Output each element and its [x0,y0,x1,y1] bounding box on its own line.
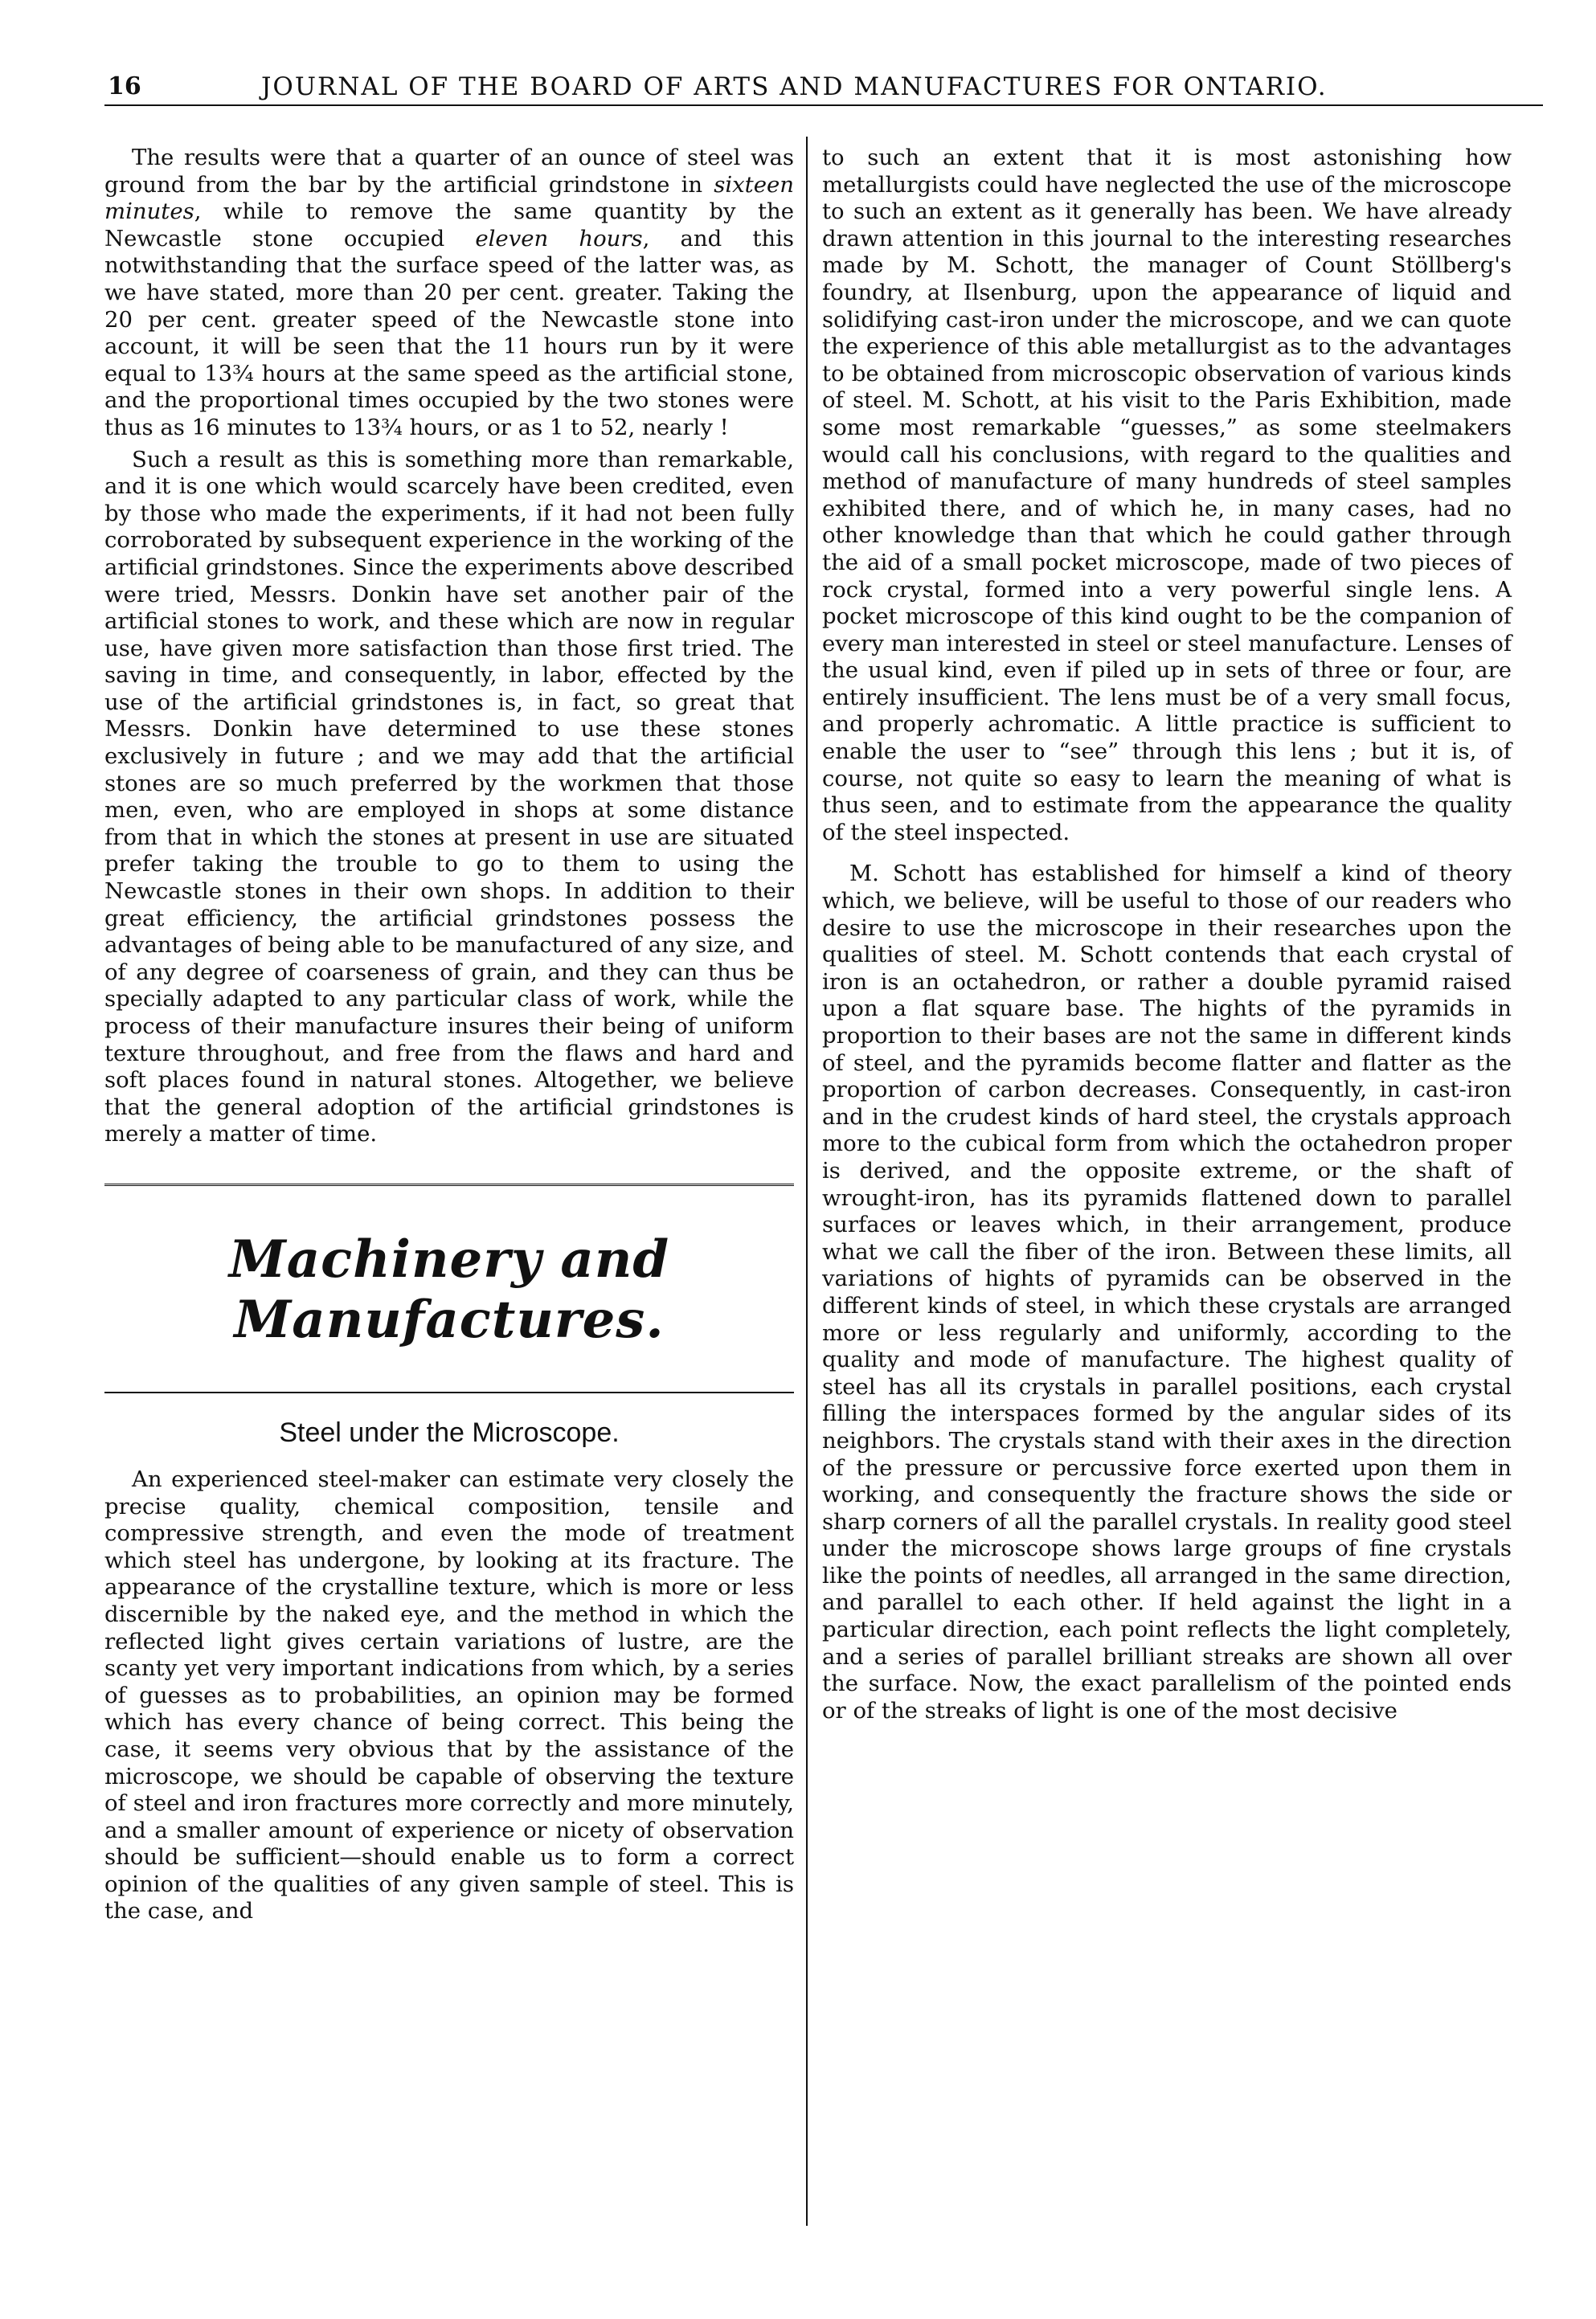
section-rule-top [104,1184,794,1186]
schott-theory-paragraph: M. Schott has established for himself a kind of theory which, we believe, will be useful to those of our readers who desire to use the microscope in their researches upon the qualities of steel. M. Schott contends that each crystal of iron is an octahedron, or rather a double pyramid raised upon a flat square base. The hights of the pyramids in proportion to their bases are not the same in different kinds of steel, and the pyramids become flatter and flatter as the proportion of carbon decreases. Consequently, in cast-iron and in the crudest kinds of hard steel, the crystals approach more to the cubical form from which the octahedron proper is derived, and the opposite extreme, or the shaft of wrought-iron, has its pyramids flattened down to parallel surfaces or leaves which, in their arrangement, produce what we call the fiber of the iron. Between these limits, all variations of hights of pyramids can be observed in the different kinds of steel, in which these crystals are arranged more or less regularly and uniformly, according to the quality and mode of manufacture. The highest quality of steel has all its crystals in parallel positions, each crystal filling the interspaces formed by the angular sides of its neighbors. The crystals stand with their axes in the direction of the pressure or percussive force exerted upon them in working, and consequently the fracture shows the side or sharp corners of all the parallel crystals. In reality good steel under the microscope shows large groups of fine crystals like the points of needles, all arranged in the same direction, and parallel to each other. If held against the light in a particular direction, each point reflects the light completely, and a series of parallel brilliant streaks are shown all over the surface. Now, the exact parallelism of the pointed ends or of the streaks of light is one of the most decisive [822,861,1512,1724]
running-head: JOURNAL OF THE BOARD OF ARTS AND MANUFACTURES FOR ONTARIO. [261,72,1328,101]
column-divider [806,137,808,2226]
text-run: , and this notwithstanding that the surface speed of the latter was, as we have stated, more than 20 per cent. greater. Taking the 20 per cent. greater speed of the Newcastle stone into account, it will be seen that the 11 hours run by it were equal to 13¾ hours at the same speed as the artificial stone, and the proportional times occupied by the two stones were thus as 16 minutes to 13¾ hours, or as 1 to 52, nearly ! [104,225,794,440]
left-column [104,145,794,1925]
section-block [104,1184,794,1925]
text-run: The results were that a quarter of an ounce of steel was ground from the bar by the artificial grindstone in [104,145,794,198]
text-run: , while to remove the same quantity by the Newcastle stone occupied [104,198,794,252]
emphasis-eleven-hours: eleven hours [475,225,643,252]
article-title: Steel under the Microscope. [279,1417,620,1448]
steel-microscope-intro-paragraph: An experienced steel-maker can estimate very closely the precise quality, chemical composition, tensile and compressive strength, and even the mode of treatment which steel has undergone, by looking at its fracture. The appearance of the crystalline texture, which is more or less discernible by the naked eye, and the method in which the reflected light gives certain variations of lustre, are the scanty yet very important indications from which, by a series of guesses as to probabilities, an opinion may be formed which has every chance of being correct. This being the case, it seems very obvious that by the assistance of the microscope, we should be capable of observing the texture of steel and iron fractures more correctly and more minutely, and a smaller amount of experience or nicety of observation should be sufficient—should enable us to form a correct opinion of the qualities of any given sample of steel. This is the case, and [104,1466,794,1924]
grindstone-results-paragraph [104,145,794,442]
header-rule [104,104,1543,106]
right-column [822,145,1512,1724]
section-title: Machinery and Manufactures. [228,1229,670,1350]
section-rule-bottom [104,1392,794,1393]
artificial-grindstones-paragraph: Such a result as this is something more than remarkable, and it is one which would scarcely have been credited, even by those who made the experiments, if it had not been fully corroborated by subsequent experience in the working of the artificial grindstones. Since the experiments above described were tried, Messrs. Donkin have set another pair of the artificial stones to work, and these which are now in regular use, have given more satisfaction than those first tried. The saving in time, and consequently, in labor, effected by the use of the artificial grindstones is, in fact, so great that Messrs. Donkin have determined to use these stones exclusively in future ; and we may add that the artificial stones are so much preferred by the workmen that those men, even, who are employed in shops at some distance from that in which the stones at present in use are situated prefer taking the trouble to go to them to using the Newcastle stones in their own shops. In addition to their great efficiency, the artificial grindstones possess the advantages of being able to be manufactured of any size, and of any degree of coarseness of grain, and they can thus be specially adapted to any particular class of work, while the process of their manufacture insures their being of uniform texture throughout, and free from the flaws and hard and soft places found in natural stones. Altogether, we believe that the general adoption of the artificial grindstones is merely a matter of time. [104,446,794,1147]
page-number: 16 [108,72,141,100]
page-header [80,63,1543,111]
emphasis-sixteen-minutes: sixteen minutes [104,171,794,225]
microscope-continuation-paragraph: to such an extent that it is most astonishing how metallurgists could have neglected the use of the microscope to such an extent as it generally has been. We have already drawn attention in this journal to the interesting researches made by M. Schott, the manager of Count Stöllberg's foundry, at Ilsenburg, upon the appearance of liquid and solidifying cast-iron under the microscope, and we can quote the experience of this able metallurgist as to the advantages to be obtained from microscopic observation of various kinds of steel. M. Schott, at his visit to the Paris Exhibition, made some most remarkable “guesses,” as some steelmakers would call his conclusions, with regard to the qualities and method of manufacture of many hundreds of steel samples exhibited there, and of which he, in many cases, had no other knowledge than that which he could gather through the aid of a small pocket microscope, made of two pieces of rock crystal, formed into a very powerful single lens. A pocket microscope of this kind ought to be the companion of every man interested in steel or steel manufacture. Lenses of the usual kind, even if piled up in sets of three or four, are entirely insufficient. The lens must be of a very small focus, and properly achromatic. A little practice is sufficient to enable the user to “see” through this lens ; but it is, of course, not quite so easy to learn the meaning of what is thus seen, and to estimate from the appearance the quality of the steel inspected. [822,145,1512,845]
